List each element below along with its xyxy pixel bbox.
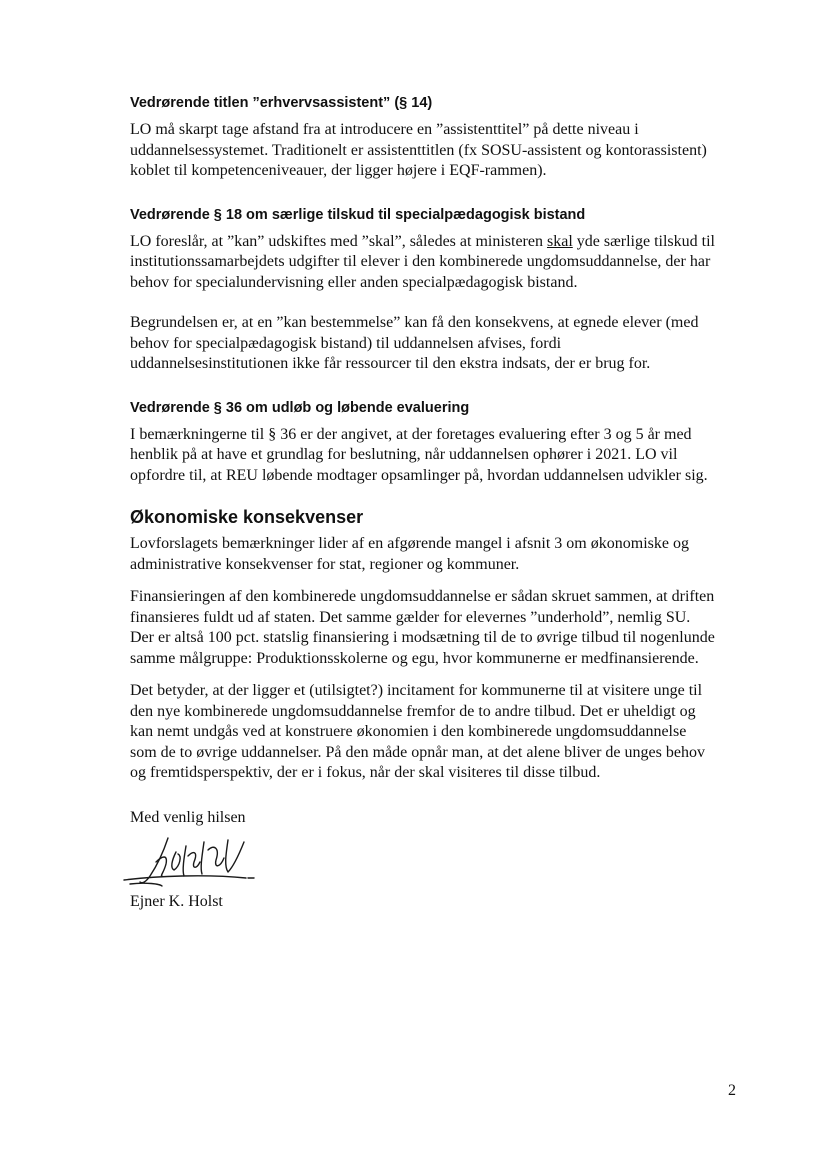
paragraph (130, 534, 750, 575)
text-line: institutionssamarbejdets udgifter til elever i den kombinerede ungdomsuddannelse, der har (130, 253, 711, 270)
text-line: finansieres fuldt ud af staten. Det samme gælder for elevernes ”underhold”, nemlig SU. (130, 608, 691, 626)
text-line: uddannelsessystemet. Traditionelt er assistenttitlen (fx SOSU-assistent og kontorassistent) (130, 141, 707, 159)
closing-greeting: Med venlig hilsen (130, 808, 246, 826)
text-line: som de to øvrige uddannelser. På den måde opnår man, at det alene bliver de unges behov (130, 743, 705, 761)
text-line: og fremtidsperspektiv, der er i fokus, når der skal visiteres til disse tilbud. (130, 764, 601, 781)
text-line (130, 232, 750, 253)
text-line: den nye kombinerede ungdomsuddannelse fremfor de to andre tilbud. Det er uheldigt og (130, 702, 696, 720)
signer-name: Ejner K. Holst (130, 892, 223, 910)
text-line: Begrundelsen er, at en ”kan bestemmelse” kan få den konsekvens, at egnede elever (med (130, 314, 699, 331)
text-fragment: LO foreslår, at ”kan” udskiftes med ”skal”, således at ministeren (130, 232, 547, 250)
text-line: LO må skarpt tage afstand fra at introducere en ”assistenttitel” på dette niveau i (130, 121, 639, 138)
paragraph (130, 425, 750, 487)
text-line: kan nemt undgås ved at konstruere økonomien i den kombinerede ungdomsuddannelse (130, 723, 687, 740)
paragraph (130, 587, 750, 669)
text-line: Finansieringen af den kombinerede ungdomsuddannelse er sådan skruet sammen, at driften (130, 588, 715, 605)
paragraph (130, 232, 750, 294)
section-heading-paragraph-36: Vedrørende § 36 om udløb og løbende evaluering (130, 399, 470, 416)
paragraph (130, 313, 750, 375)
text-fragment: yde særlige tilskud til (572, 232, 715, 250)
paragraph (130, 120, 750, 182)
underlined-word: skal (546, 232, 573, 250)
text-line: henblik på at have et grundlag for beslutning, når uddannelsen ophører i 2021. LO vil (130, 446, 678, 463)
text-line: Lovforslagets bemærkninger lider af en afgørende mangel i afsnit 3 om økonomiske og (130, 535, 689, 552)
text-line: administrative konsekvenser for stat, regioner og kommuner. (130, 555, 520, 573)
text-line: behov for specialpædagogisk bistand) til uddannelsen afvises, fordi (130, 334, 562, 352)
handwritten-signature (116, 832, 266, 892)
section-heading-paragraph-18: Vedrørende § 18 om særlige tilskud til specialpædagogisk bistand (130, 206, 586, 223)
section-heading-title: Vedrørende titlen ”erhvervsassistent” (§ 14) (130, 95, 433, 111)
text-line: samme målgruppe: Produktionsskolerne og egu, hvor kommunerne er medfinansierende. (130, 649, 699, 667)
paragraph (130, 681, 750, 784)
text-line: behov for specialundervisning eller anden specialpædagogisk bistand. (130, 273, 578, 291)
text-line: uddannelsesinstitutionen ikke får ressourcer til den ekstra indsats, der er brug for. (130, 355, 651, 372)
page-number: 2 (728, 1082, 736, 1099)
text-line: opfordre til, at REU løbende modtager opsamlinger på, hvordan uddannelsen udvikler sig. (130, 466, 708, 484)
text-line: Der er altså 100 pct. statslig finansiering i modsætning til de to øvrige tilbud til nogenlunde (130, 629, 715, 646)
text-line: I bemærkningerne til § 36 er der angivet, at der foretages evaluering efter 3 og 5 år med (130, 425, 692, 443)
section-heading-economy: Økonomiske konsekvenser (130, 507, 364, 527)
letter-content (130, 94, 750, 912)
text-line: koblet til kompetenceniveauer, der ligger højere i EQF-rammen). (130, 162, 547, 179)
text-line: Det betyder, at der ligger et (utilsigtet?) incitament for kommunerne til at visitere unge til (130, 682, 703, 699)
